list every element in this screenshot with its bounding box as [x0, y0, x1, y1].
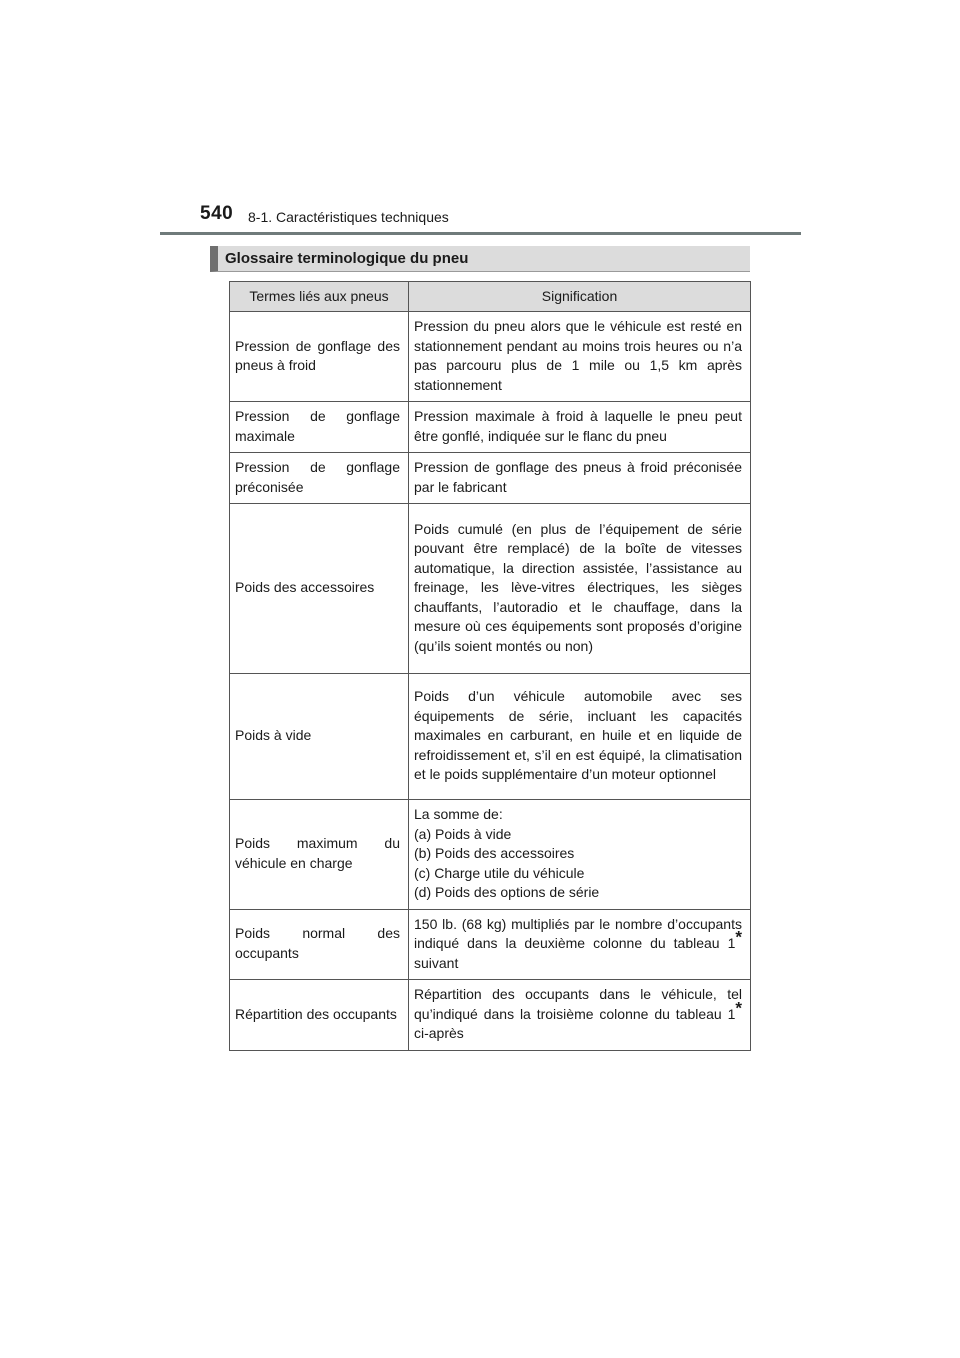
page-number: 540	[200, 203, 234, 224]
meaning-cell: Pression du pneu alors que le véhicule est resté en stationnement pendant au moins trois heures ou n’a pas parcouru plus de 1 mile ou 1,5 km après stationnement	[409, 312, 751, 402]
meaning-cell: Poids d’un véhicule automobile avec ses équipements de série, incluant les capacités maximales en carburant, en huile et en liquide de refroidissement et, s’il en est équipé, la climatisation et le poids supplémentaire d’un moteur optionnel	[409, 674, 751, 800]
term-cell: Poids maximum du véhicule en charge	[230, 800, 409, 910]
term-cell: Répartition des occupants	[230, 980, 409, 1051]
meaning-cell	[409, 909, 751, 980]
meaning-text: 150 lb. (68 kg) multipliés par le nombre d’occupants indiqué dans la deuxième colonne du tableau 1	[414, 915, 742, 951]
section-title: 8-1. Caractéristiques techniques	[248, 209, 449, 225]
term-cell: Pression de gonflage maximale	[230, 402, 409, 453]
footnote-mark: *	[735, 997, 742, 1017]
table-row	[230, 909, 751, 980]
meaning-text: suivant	[414, 954, 459, 971]
table-row	[230, 453, 751, 504]
meaning-list-item: (c) Charge utile du véhicule	[414, 864, 585, 881]
table-row	[230, 504, 751, 674]
term-cell: Poids normal des occupants	[230, 909, 409, 980]
glossary-table	[229, 281, 751, 1051]
table-row	[230, 674, 751, 800]
meaning-list-item: (a) Poids à vide	[414, 825, 512, 842]
column-header-meaning: Signification	[409, 282, 751, 312]
term-cell: Pression de gonflage préconisée	[230, 453, 409, 504]
meaning-text: Répartition des occupants dans le véhicule, tel qu’indiqué dans la troisième colonne du tableau 1	[414, 986, 742, 1022]
term-cell: Pression de gonflage des pneus à froid	[230, 312, 409, 402]
term-cell: Poids des accessoires	[230, 504, 409, 674]
meaning-cell: Pression maximale à froid à laquelle le pneu peut être gonflé, indiquée sur le flanc du pneu	[409, 402, 751, 453]
meaning-cell: Poids cumulé (en plus de l’équipement de série pouvant être remplacé) de la boîte de vitesses automatique, la direction assistée, l’assistance au freinage, les lève-vitres électriques, les sièges chauffants, l’autoradio et le chauffage, dans la mesure où ces équipements sont proposés d’origine (qu’ils soient montés ou non)	[409, 504, 751, 674]
meaning-cell	[409, 800, 751, 910]
meaning-intro: La somme de:	[414, 806, 503, 822]
column-header-terms: Termes liés aux pneus	[230, 282, 409, 312]
table-row	[230, 402, 751, 453]
table-row	[230, 312, 751, 402]
table-row	[230, 980, 751, 1051]
table-header-row	[230, 282, 751, 312]
glossary-heading: Glossaire terminologique du pneu	[210, 246, 750, 272]
header-rule	[160, 232, 801, 235]
meaning-cell	[409, 980, 751, 1051]
term-cell: Poids à vide	[230, 674, 409, 800]
meaning-cell: Pression de gonflage des pneus à froid préconisée par le fabricant	[409, 453, 751, 504]
meaning-list-item: (b) Poids des accessoires	[414, 845, 575, 861]
meaning-list-item: (d) Poids des options de série	[414, 884, 600, 900]
footnote-mark: *	[735, 927, 742, 947]
table-row	[230, 800, 751, 910]
meaning-text: ci-après	[414, 1025, 464, 1041]
